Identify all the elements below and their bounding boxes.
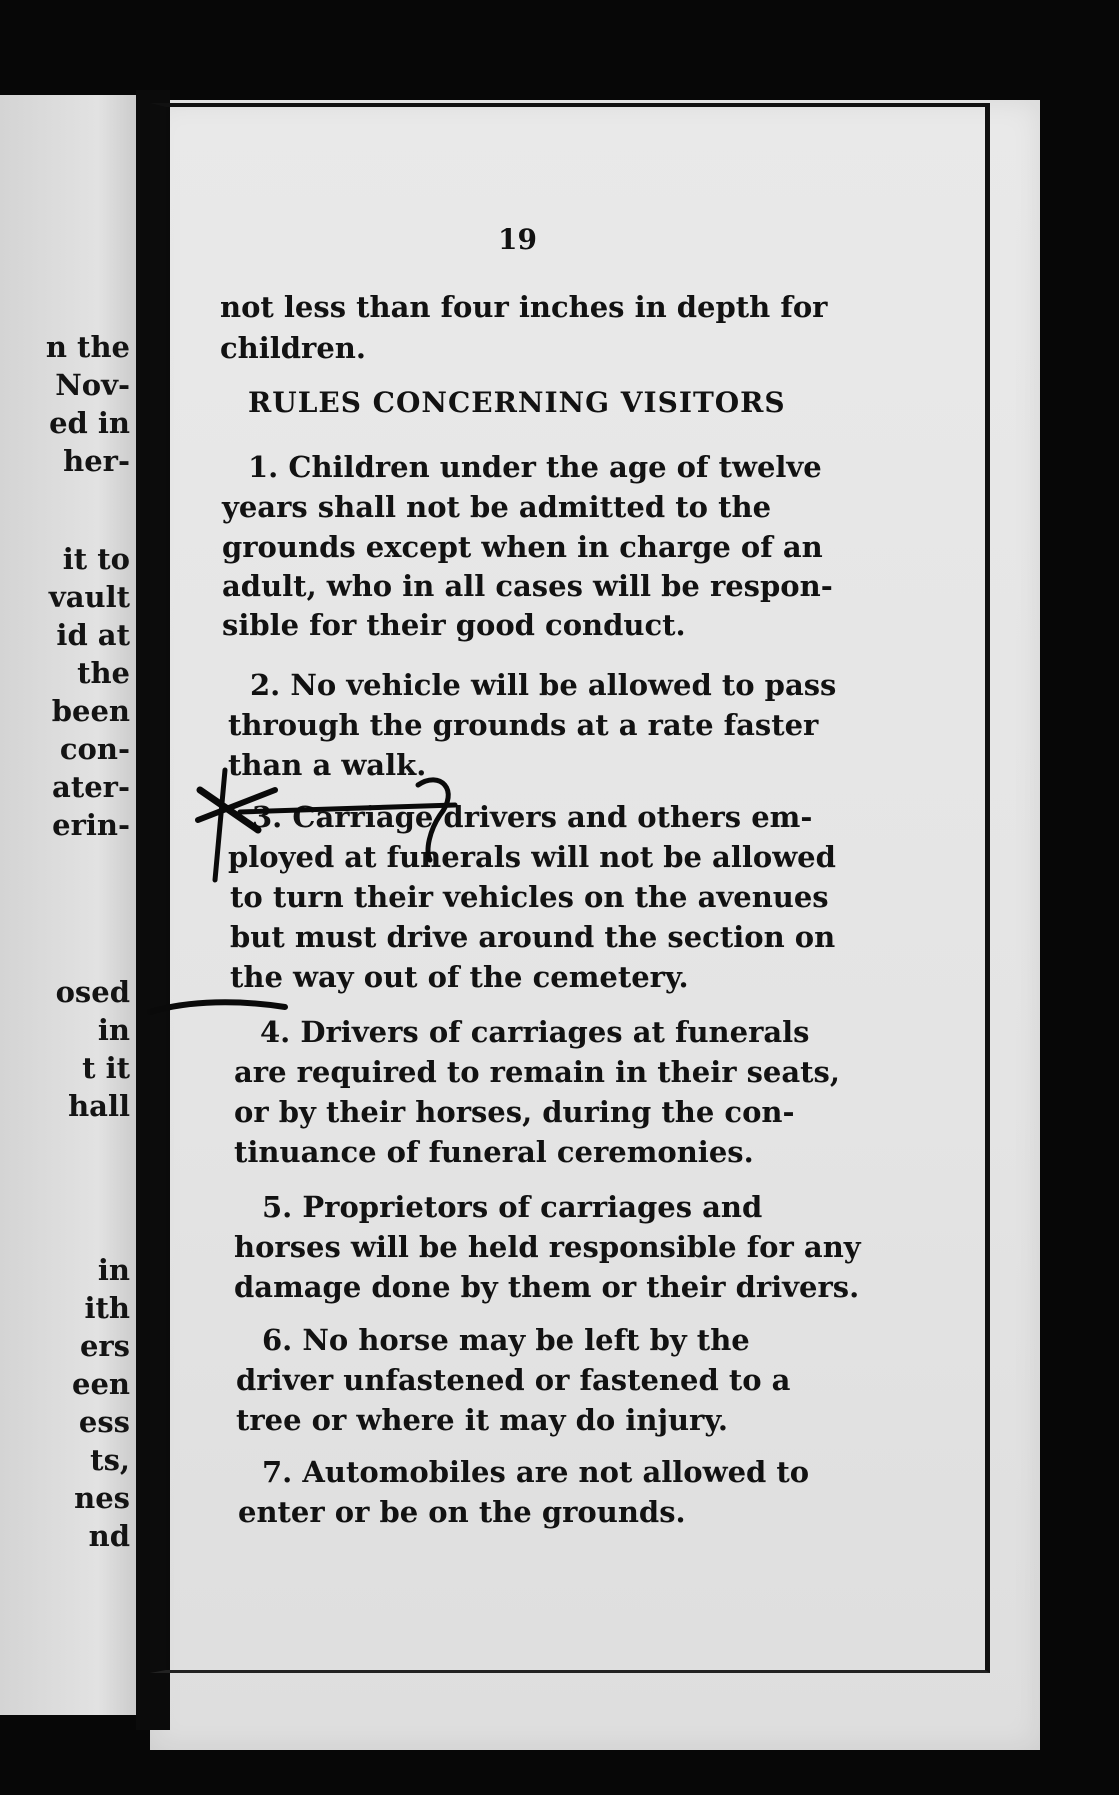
rule-1-line: years shall not be admitted to the — [222, 490, 772, 524]
rule-3-line: ployed at funerals will not be allowed — [228, 840, 836, 874]
left-page-line: ers — [79, 1329, 130, 1363]
left-page-line: Nov- — [55, 368, 130, 402]
left-page-line: t it — [82, 1051, 130, 1085]
rule-5-line: damage done by them or their drivers. — [234, 1270, 860, 1304]
left-page-line: ith — [84, 1291, 130, 1325]
left-page-line: hall — [68, 1089, 130, 1123]
rule-4-line: or by their horses, during the con- — [234, 1095, 795, 1129]
rule-1-line: grounds except when in charge of an — [222, 530, 823, 564]
left-page-line: con- — [59, 732, 130, 766]
rule-4-line: 4. Drivers of carriages at funerals — [260, 1015, 810, 1049]
rule-3-line: to turn their vehicles on the avenues — [230, 880, 829, 914]
text-line: not less than four inches in depth for — [220, 290, 828, 324]
left-page-line: osed — [55, 975, 130, 1009]
left-page-line: the — [77, 656, 130, 690]
rule-5-line: 5. Proprietors of carriages and — [262, 1190, 763, 1224]
left-page-line: ess — [78, 1405, 130, 1439]
left-page-line: ed in — [49, 406, 130, 440]
left-page-line: n the — [45, 330, 130, 364]
left-page-line: in — [97, 1253, 130, 1287]
rule-5-line: horses will be held responsible for any — [234, 1230, 861, 1264]
rule-7-line: enter or be on the grounds. — [238, 1495, 686, 1529]
left-page-line: nes — [74, 1481, 130, 1515]
left-page-line: id at — [56, 618, 130, 652]
rule-2-line: through the grounds at a rate faster — [228, 708, 819, 742]
page-number: 19 — [498, 223, 537, 256]
rule-2-line: than a walk. — [228, 748, 427, 782]
left-page-line: in — [97, 1013, 130, 1047]
rule-1-line: 1. Children under the age of twelve — [248, 450, 822, 484]
rule-4-line: are required to remain in their seats, — [234, 1055, 840, 1089]
rule-2-line: 2. No vehicle will be allowed to pass — [250, 668, 837, 702]
rule-4-line: tinuance of funeral ceremonies. — [234, 1135, 754, 1169]
left-page-line: been — [51, 694, 130, 728]
rule-3-line: 3. Carriage drivers and others em- — [252, 800, 813, 834]
left-page-line: her- — [63, 444, 130, 478]
left-page-line: ts, — [90, 1443, 130, 1477]
rule-6-line: driver unfastened or fastened to a — [236, 1363, 791, 1397]
left-page-line: it to — [62, 542, 130, 576]
left-page-line: vault — [48, 580, 130, 614]
text-line: children. — [220, 331, 366, 365]
rule-1-line: sible for their good conduct. — [222, 608, 686, 642]
rule-3-line: the way out of the cemetery. — [230, 960, 689, 994]
rule-7-line: 7. Automobiles are not allowed to — [262, 1455, 810, 1489]
rule-3-line: but must drive around the section on — [230, 920, 836, 954]
rule-1-line: adult, who in all cases will be respon- — [222, 569, 833, 603]
left-page-line: nd — [88, 1519, 130, 1553]
rule-6-line: 6. No horse may be left by the — [262, 1323, 750, 1357]
left-page-line: een — [72, 1367, 130, 1401]
left-page-line: erin- — [52, 808, 130, 842]
left-page-line: ater- — [52, 770, 130, 804]
rule-6-line: tree or where it may do injury. — [236, 1403, 728, 1437]
section-heading: RULES CONCERNING VISITORS — [248, 386, 786, 419]
